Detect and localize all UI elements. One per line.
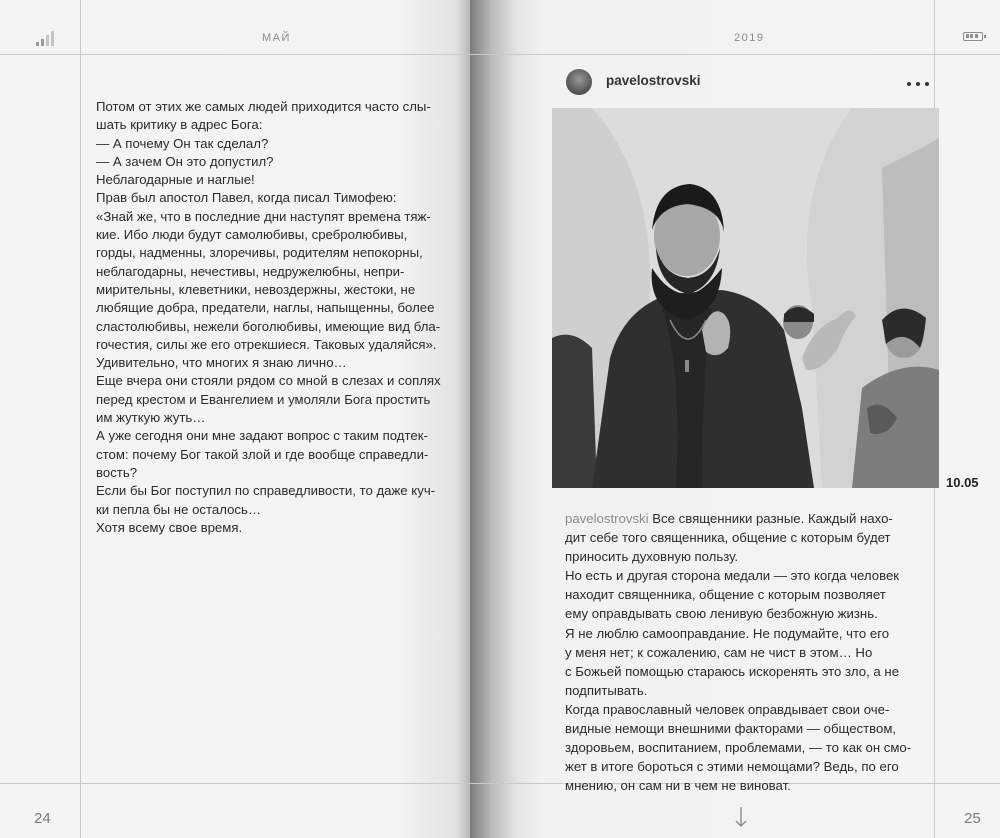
text-line: Еще вчера они стояли рядом со мной в слезах и соплях (96, 373, 441, 389)
text-line: — А почему Он так сделал? (96, 135, 269, 151)
caption-username[interactable]: pavelostrovski (565, 511, 649, 526)
text-line: — А зачем Он это допустил? (96, 153, 274, 169)
text-line: неблагодарны, нечестивы, недружелюбны, непри- (96, 263, 405, 279)
caption-line: жет в итоге бороться с этими немощами? Ведь, по его (565, 759, 899, 775)
more-dots-icon[interactable] (907, 82, 929, 86)
text-line: Прав был апостол Павел, когда писал Тимофею: (96, 190, 397, 206)
text-line: им жуткую жуть… (96, 410, 206, 426)
text-line: «Знай же, что в последние дни наступят времена тяж- (96, 208, 431, 224)
caption-line: находит священника, общение с которым позволяет (565, 587, 886, 603)
text-line: горды, надменны, злоречивы, родителям непокорны, (96, 245, 423, 261)
caption-line: видные немощи внешними факторами — обществом, (565, 721, 897, 737)
caption-line: приносить духовную пользу. (565, 549, 739, 565)
battery-icon (963, 32, 983, 41)
footer-rule (0, 783, 470, 784)
left-body-text (96, 98, 464, 537)
caption-line: Когда православный человек оправдывает свои оче- (565, 701, 890, 717)
page-number-right: 25 (964, 810, 981, 827)
signal-bars-icon (36, 30, 56, 46)
text-line: Хотя всему свое время. (96, 519, 243, 535)
caption-line: ему оправдывать свою ленивую безбожную жизнь. (565, 606, 878, 622)
text-line: Потом от этих же самых людей приходится часто слы- (96, 99, 431, 114)
caption-line: Но есть и другая сторона медали — это когда человек (565, 568, 900, 584)
text-line: стом: почему Бог такой злой и где вообще справедли- (96, 446, 429, 462)
caption-line: здоровьем, воспитанием, проблемами, — то как он смо- (565, 740, 912, 756)
text-line: сластолюбивы, нежели боголюбивы, имеющие вид бла- (96, 318, 441, 334)
caption-line (565, 509, 925, 528)
header-rule (0, 54, 470, 55)
post-time: 10.05 (946, 475, 979, 490)
caption-text: Все священники разные. Каждый нахо- (648, 511, 893, 526)
post-photo (552, 108, 939, 488)
arrow-down-icon[interactable] (734, 806, 748, 828)
left-page (0, 0, 470, 838)
text-line: гочестия, силы же его отрекшиеся. Таковых удаляйся». (96, 336, 437, 352)
text-line: Если бы Бог поступил по справедливости, то даже куч- (96, 483, 436, 499)
text-line: Удивительно, что многих я знаю лично… (96, 355, 347, 371)
post-username[interactable]: pavelostrovski (606, 73, 701, 88)
header-rule (470, 54, 1000, 55)
caption-line: с Божьей помощью стараюсь искоренять это зло, а не (565, 663, 900, 679)
margin-rule (80, 0, 81, 838)
text-line: любящие добра, предатели, наглы, напыщенны, более (96, 300, 435, 316)
text-line: Неблагодарные и наглые! (96, 172, 255, 188)
year-header: 2019 (734, 32, 765, 44)
text-line: перед крестом и Евангелием и умоляли Бога простить (96, 391, 431, 407)
caption-line: мнению, он сам ни в чем не виноват. (565, 778, 791, 794)
avatar[interactable] (566, 69, 592, 95)
caption-line: у меня нет; к сожалению, сам не чист в этом… Но (565, 644, 873, 660)
text-line: мирительны, клеветники, невоздержны, жестоки, не (96, 281, 416, 297)
caption-line: Я не люблю самооправдание. Не подумайте, что его (565, 625, 890, 641)
text-line: кие. Ибо люди будут самолюбивы, сребролюбивы, (96, 227, 408, 243)
text-line: вость? (96, 464, 138, 480)
month-header: МАЙ (262, 32, 291, 44)
caption-line: подпитывать. (565, 682, 648, 698)
caption-line: дит себе того священника, общение с которым будет (565, 530, 891, 546)
page-number-left: 24 (34, 810, 51, 827)
text-line: А уже сегодня они мне задают вопрос с таким подтек- (96, 428, 428, 444)
post-caption (565, 509, 925, 795)
text-line: ки пепла бы не осталось… (96, 501, 262, 517)
text-line: шать критику в адрес Бога: (96, 117, 263, 133)
